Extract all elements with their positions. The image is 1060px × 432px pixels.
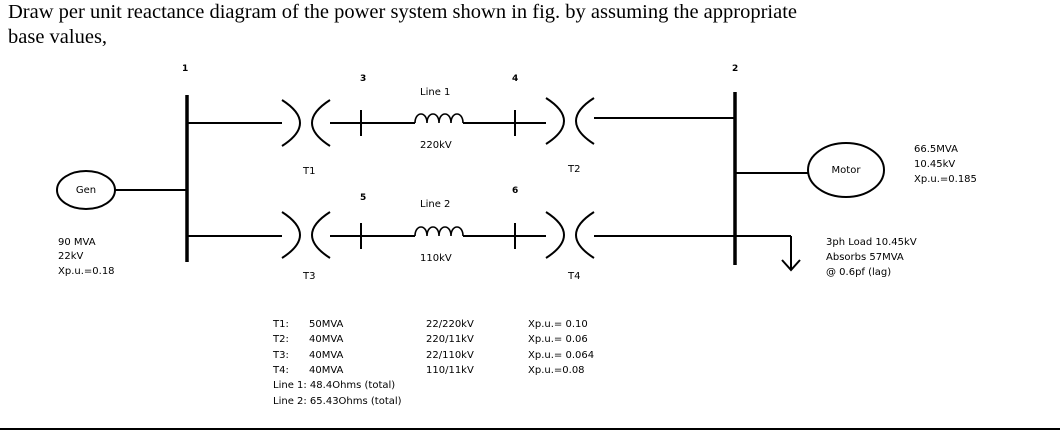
spec-t1-name: T1:	[273, 319, 289, 330]
spec-t4-mva: 40MVA	[309, 365, 344, 376]
bus-4-label: 4	[512, 74, 519, 84]
spec-t1-ratio: 22/220kV	[426, 319, 474, 330]
spec-t2-name: T2:	[273, 334, 289, 345]
spec-t2-x: Xp.u.= 0.06	[528, 334, 588, 345]
spec-t3-name: T3:	[273, 350, 289, 361]
line-1-voltage: 220kV	[420, 140, 452, 151]
spec-t4-x: Xp.u.=0.08	[528, 365, 585, 376]
motor-rating: 66.5MVA	[914, 144, 958, 155]
motor-label: Motor	[831, 165, 861, 176]
question-line-1: Draw per unit reactance diagram of the power system shown in fig. by assuming the appropriate	[8, 1, 798, 23]
bus-1-label: 1	[182, 64, 189, 74]
spec-t1-mva: 50MVA	[309, 319, 344, 330]
line-2-name: Line 2	[420, 199, 451, 210]
bus-6-label: 6	[512, 186, 519, 196]
spec-t2-mva: 40MVA	[309, 334, 344, 345]
bus-5-label: 5	[360, 193, 367, 203]
line-2-voltage: 110kV	[420, 253, 452, 264]
spec-t4-name: T4:	[273, 365, 289, 376]
generator-rating: 90 MVA	[58, 237, 96, 248]
spec-line-1: Line 1: 48.4Ohms (total)	[273, 380, 396, 391]
load-line-3: @ 0.6pf (lag)	[826, 267, 892, 278]
spec-line-2: Line 2: 65.43Ohms (total)	[273, 396, 402, 407]
line-1-name: Line 1	[420, 87, 451, 98]
transformer-t3-symbol	[282, 212, 330, 258]
generator-reactance: Xp.u.=0.18	[58, 266, 115, 277]
transformer-t4-label: T4	[568, 271, 581, 282]
line-1-inductor	[415, 114, 463, 123]
transformer-t1-symbol	[282, 100, 330, 146]
question-line-2: base values,	[8, 26, 108, 48]
line-2-inductor	[415, 227, 463, 236]
load-line-2: Absorbs 57MVA	[826, 252, 904, 263]
spec-t3-x: Xp.u.= 0.064	[528, 350, 595, 361]
motor-reactance: Xp.u.=0.185	[914, 174, 977, 185]
bottom-divider	[0, 428, 1060, 430]
spec-t3-ratio: 22/110kV	[426, 350, 474, 361]
transformer-t2-label: T2	[568, 164, 581, 175]
load-line-1: 3ph Load 10.45kV	[826, 237, 917, 248]
transformer-t4-symbol	[546, 212, 594, 258]
spec-t2-ratio: 220/11kV	[426, 334, 474, 345]
generator-voltage: 22kV	[58, 251, 84, 262]
spec-t3-mva: 40MVA	[309, 350, 344, 361]
transformer-spec-table	[272, 319, 594, 407]
bus-3-label: 3	[360, 74, 367, 84]
generator-label: Gen	[75, 185, 97, 196]
transformer-t2-symbol	[546, 98, 594, 144]
spec-t1-x: Xp.u.= 0.10	[528, 319, 588, 330]
spec-t4-ratio: 110/11kV	[426, 365, 474, 376]
transformer-t1-label: T1	[303, 166, 316, 177]
motor-voltage: 10.45kV	[914, 159, 956, 170]
transformer-t3-label: T3	[303, 271, 316, 282]
bus-2-label: 2	[732, 64, 739, 74]
